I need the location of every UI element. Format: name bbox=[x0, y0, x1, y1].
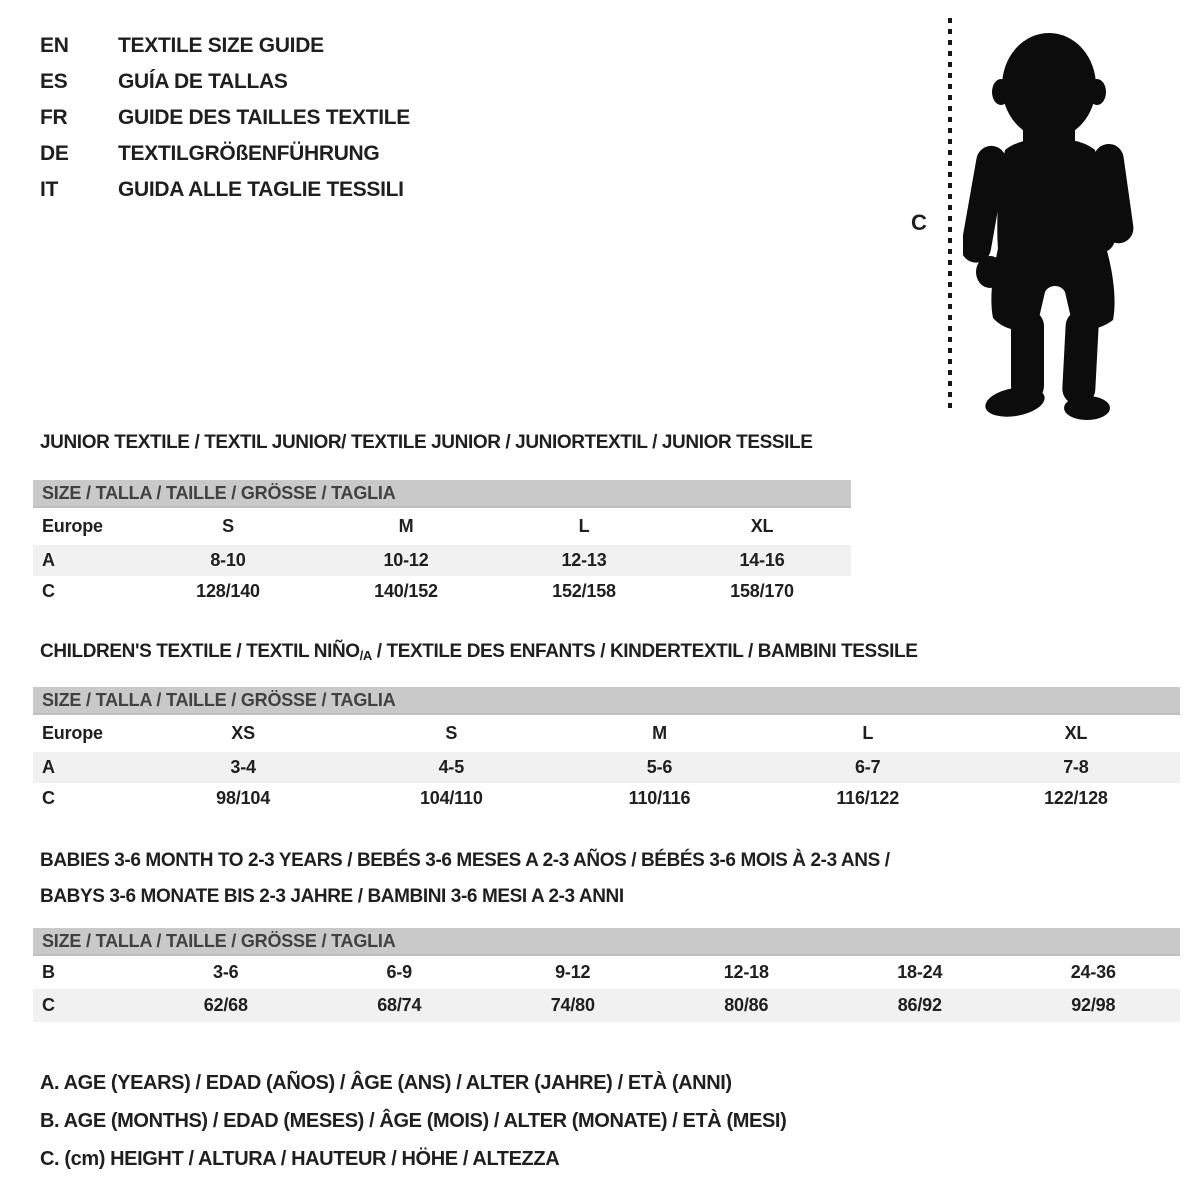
language-title-list bbox=[40, 28, 410, 208]
row-label: C bbox=[42, 788, 55, 808]
babies-row-b bbox=[33, 956, 1180, 989]
language-row-en bbox=[40, 28, 410, 64]
language-row-fr bbox=[40, 100, 410, 136]
table-cell: 4-5 bbox=[438, 757, 465, 777]
babies-heading-line2: BABYS 3-6 MONATE BIS 2-3 JAHRE / BAMBINI 3-6 MESI A 2-3 ANNI bbox=[40, 886, 624, 907]
children-heading-sub: /A bbox=[359, 648, 372, 663]
language-code: EN bbox=[40, 34, 69, 57]
legend-line-a: A. AGE (YEARS) / EDAD (AÑOS) / ÂGE (ANS) / ALTER (JAHRE) / ETÀ (ANNI) bbox=[40, 1071, 732, 1094]
column-header-m: M bbox=[398, 516, 414, 536]
column-header-s: S bbox=[445, 723, 458, 743]
junior-section-heading: JUNIOR TEXTILE / TEXTIL JUNIOR/ TEXTILE JUNIOR / JUNIORTEXTIL / JUNIOR TESSILE bbox=[40, 432, 813, 453]
column-header-xl: XL bbox=[750, 516, 774, 536]
table-cell: 128/140 bbox=[196, 581, 260, 601]
height-c-label: C bbox=[911, 210, 927, 235]
column-header-m: M bbox=[652, 723, 667, 743]
babies-size-header-bar: SIZE / TALLA / TAILLE / GRÖSSE / TAGLIA bbox=[33, 928, 1180, 956]
table-cell: 122/128 bbox=[1044, 788, 1108, 808]
language-title: GUÍA DE TALLAS bbox=[118, 70, 288, 93]
column-header-l: L bbox=[578, 516, 590, 536]
table-cell: 158/170 bbox=[730, 581, 794, 601]
table-cell: 68/74 bbox=[377, 995, 422, 1015]
junior-columns-row bbox=[33, 508, 851, 545]
language-title: GUIDA ALLE TAGLIE TESSILI bbox=[118, 178, 404, 201]
language-title: TEXTILGRÖßENFÜHRUNG bbox=[118, 142, 380, 165]
children-heading-post: / TEXTILE DES ENFANTS / KINDERTEXTIL / BAMBINI TESSILE bbox=[371, 641, 918, 662]
babies-section-heading bbox=[40, 843, 890, 915]
table-cell: 12-13 bbox=[561, 550, 607, 570]
language-code: DE bbox=[40, 142, 69, 165]
row-label: C bbox=[42, 581, 55, 601]
babies-heading-line1: BABIES 3-6 MONTH TO 2-3 YEARS / BEBÉS 3-6 MESES A 2-3 AÑOS / BÉBÉS 3-6 MOIS À 2-3 ANS / bbox=[40, 850, 890, 871]
table-cell: 14-16 bbox=[739, 550, 785, 570]
table-cell: 104/110 bbox=[419, 788, 483, 808]
row-label: C bbox=[42, 995, 55, 1015]
table-cell: 62/68 bbox=[203, 995, 248, 1015]
table-cell: 8-10 bbox=[210, 550, 246, 570]
children-row-c bbox=[33, 783, 1180, 814]
table-cell: 9-12 bbox=[555, 962, 591, 982]
children-row-a bbox=[33, 752, 1180, 783]
language-code: ES bbox=[40, 70, 68, 93]
table-cell: 110/116 bbox=[628, 788, 691, 808]
babies-row-c bbox=[33, 989, 1180, 1022]
table-cell: 6-9 bbox=[386, 962, 412, 982]
children-heading-pre: CHILDREN'S TEXTILE / TEXTIL NIÑO bbox=[40, 641, 360, 662]
children-size-table bbox=[33, 687, 1180, 814]
table-cell: 3-6 bbox=[213, 962, 239, 982]
dashed-height-line bbox=[948, 18, 952, 414]
legend-line-c: C. (cm) HEIGHT / ALTURA / HAUTEUR / HÖHE / ALTEZZA bbox=[40, 1147, 560, 1170]
children-section-heading bbox=[40, 641, 917, 663]
language-code: FR bbox=[40, 106, 68, 129]
column-header-europe: Europe bbox=[42, 723, 103, 743]
table-cell: 5-6 bbox=[646, 757, 673, 777]
junior-row-c bbox=[33, 576, 851, 607]
table-cell: 6-7 bbox=[855, 757, 881, 777]
table-cell: 74/80 bbox=[550, 995, 595, 1015]
children-size-header-bar: SIZE / TALLA / TAILLE / GRÖSSE / TAGLIA bbox=[33, 687, 1180, 715]
table-cell: 116/122 bbox=[836, 788, 900, 808]
junior-size-header-bar: SIZE / TALLA / TAILLE / GRÖSSE / TAGLIA bbox=[33, 480, 851, 508]
junior-row-a bbox=[33, 545, 851, 576]
table-cell: 152/158 bbox=[552, 581, 616, 601]
table-cell: 140/152 bbox=[374, 581, 438, 601]
measurement-legend bbox=[40, 1064, 786, 1178]
language-row-de bbox=[40, 136, 410, 172]
table-cell: 7-8 bbox=[1063, 757, 1089, 777]
language-row-it bbox=[40, 172, 410, 208]
column-header-xs: XS bbox=[231, 723, 255, 743]
babies-size-table bbox=[33, 928, 1180, 1022]
language-code: IT bbox=[40, 178, 59, 201]
junior-size-table bbox=[33, 480, 851, 607]
table-cell: 12-18 bbox=[723, 962, 769, 982]
table-cell: 24-36 bbox=[1070, 962, 1116, 982]
column-header-xl: XL bbox=[1064, 723, 1088, 743]
language-row-es bbox=[40, 64, 410, 100]
language-title: GUIDE DES TAILLES TEXTILE bbox=[118, 106, 410, 129]
toddler-silhouette bbox=[963, 22, 1143, 422]
column-header-l: L bbox=[862, 723, 874, 743]
table-cell: 18-24 bbox=[897, 962, 943, 982]
table-cell: 80/86 bbox=[724, 995, 769, 1015]
table-cell: 98/104 bbox=[216, 788, 271, 808]
table-cell: 10-12 bbox=[383, 550, 429, 570]
row-label: B bbox=[42, 962, 55, 982]
children-columns-row bbox=[33, 715, 1180, 752]
height-measurement-figure bbox=[905, 14, 1155, 424]
row-label: A bbox=[42, 757, 55, 777]
table-cell: 86/92 bbox=[897, 995, 942, 1015]
language-title: TEXTILE SIZE GUIDE bbox=[118, 34, 324, 57]
table-cell: 3-4 bbox=[230, 757, 256, 777]
legend-line-b: B. AGE (MONTHS) / EDAD (MESES) / ÂGE (MOIS) / ALTER (MONATE) / ETÀ (MESI) bbox=[40, 1109, 787, 1132]
table-cell: 92/98 bbox=[1071, 995, 1116, 1015]
row-label: A bbox=[42, 550, 55, 570]
column-header-s: S bbox=[222, 516, 234, 536]
column-header-europe: Europe bbox=[42, 516, 103, 536]
